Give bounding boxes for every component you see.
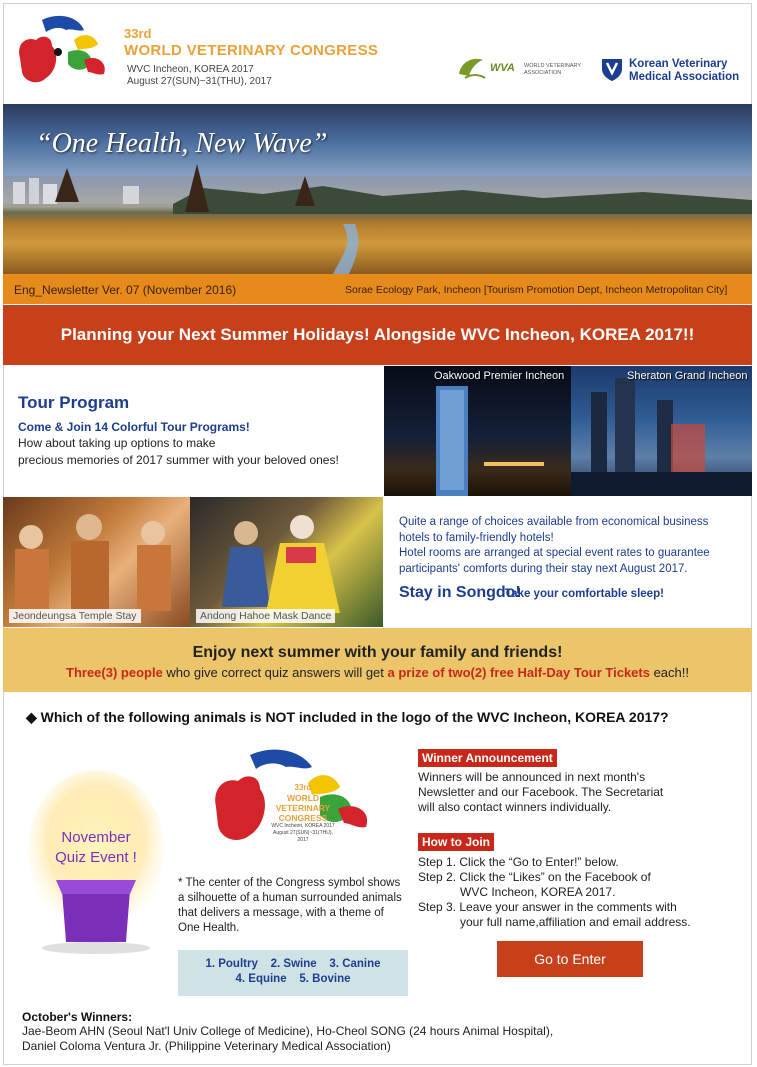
logo-edition: 33rd <box>294 783 312 792</box>
sheraton-photo <box>571 366 752 496</box>
oakwood-photo <box>384 366 571 496</box>
promo-prize: a prize of two(2) free Half-Day Tour Tickets <box>387 665 650 680</box>
hotel-description <box>399 515 749 577</box>
mask-dance-photo <box>190 497 383 627</box>
kvma-line1: Korean Veterinary <box>629 58 728 70</box>
temple-stay-photo <box>3 497 190 627</box>
logo-line-1: WORLD <box>286 793 320 803</box>
how-to-join-tag: How to Join <box>418 833 494 851</box>
mask-dance-label: Andong Hahoe Mask Dance <box>196 609 335 623</box>
congress-logo-text <box>268 783 338 844</box>
october-winners-list <box>22 1024 722 1054</box>
logo-line-2: VETERINARY <box>275 803 331 813</box>
oakwood-label: Oakwood Premier Incheon <box>434 370 565 382</box>
kvma-name <box>629 58 739 84</box>
winner-line-1: Winners will be announced in next month's <box>418 770 646 784</box>
quiz-event-title <box>48 828 144 868</box>
hotel-line-3: Hotel rooms are arranged at special event rates to guarantee <box>399 547 710 559</box>
step-1: Step 1. Click the “Go to Enter!” below. <box>418 855 619 869</box>
kvma-logo-icon <box>600 57 624 83</box>
tour-program-lead: Come & Join 14 Colorful Tour Programs! <box>18 420 250 434</box>
quiz-event-line1: November <box>61 829 131 846</box>
winner-announcement-section <box>418 749 557 767</box>
promo-winners-count: Three(3) people <box>66 665 163 680</box>
congress-logo <box>12 14 112 90</box>
wva-logo-icon <box>455 52 489 84</box>
congress-title: WORLD VETERINARY CONGRESS <box>124 42 379 59</box>
step-3-detail: your full name,affiliation and email address. <box>460 915 691 929</box>
tour-program-text-1: How about taking up options to make <box>18 436 216 450</box>
october-winners-line1: Jae-Beom AHN (Seoul Nat'l Univ College of Medicine), Ho-Cheol SONG (24 hours Animal Hospital), <box>22 1024 554 1038</box>
stay-subheading: Take your comfortable sleep! <box>505 588 664 600</box>
hotel-line-1: Quite a range of choices available from economical business <box>399 516 709 528</box>
logo-line-5: August 27(SUN)~31(THU), 2017 <box>273 830 333 843</box>
promo-text-end: each!! <box>649 665 689 680</box>
go-to-enter-button[interactable]: Go to Enter <box>497 941 643 977</box>
sheraton-towers <box>571 366 752 496</box>
photo-credit: Sorae Ecology Park, Incheon [Tourism Promotion Dept, Incheon Metropolitan City] <box>345 284 728 296</box>
newsletter-version: Eng_Newsletter Ver. 07 (November 2016) <box>14 283 237 297</box>
kvma-line2: Medical Association <box>629 71 740 83</box>
banner-title: Planning your Next Summer Holidays! Alongside WVC Incheon, KOREA 2017!! <box>60 325 695 344</box>
answer-options-line1: 1. Poultry 2. Swine 3. Canine <box>205 958 381 970</box>
promo-text-middle: who give correct quiz answers will get <box>162 665 388 680</box>
answer-options-line2: 4. Equine 5. Bovine <box>235 973 351 985</box>
mask-dancers <box>190 497 383 627</box>
step-2: Step 2. Click the “Likes” on the Facebook of <box>418 870 651 884</box>
winner-announcement-text <box>418 770 718 815</box>
how-to-join-section <box>418 833 494 851</box>
tour-program-text-2: precious memories of 2017 summer with your beloved ones! <box>18 453 339 467</box>
congress-dates: August 27(SUN)~31(THU), 2017 <box>127 76 272 87</box>
winner-announcement-tag: Winner Announcement <box>418 749 557 767</box>
temple-stay-label: Jeondeungsa Temple Stay <box>9 609 141 623</box>
congress-edition: 33rd <box>124 26 152 41</box>
hotel-line-2: hotels to family-friendly hotels! <box>399 531 554 544</box>
stay-heading: Stay in Songdo! <box>399 584 521 601</box>
wva-wordmark: WVA <box>490 62 515 74</box>
logo-line-3: CONGRESS <box>278 813 328 823</box>
quiz-event-line2: Quiz Event ! <box>55 849 137 866</box>
sheraton-label: Sheraton Grand Incheon <box>627 370 748 382</box>
tour-program-heading: Tour Program <box>18 393 130 412</box>
october-winners-line2: Daniel Coloma Ventura Jr. (Philippine Veterinary Medical Association) <box>22 1039 391 1053</box>
quiz-event-graphic <box>26 770 166 960</box>
oakwood-tower <box>384 366 571 496</box>
promo-title: Enjoy next summer with your family and friends! <box>192 644 563 661</box>
hotel-line-4: participants' comforts during their stay next August 2017. <box>399 562 688 575</box>
congress-logo-large <box>210 745 380 855</box>
winner-line-2: Newsletter and our Facebook. The Secretariat <box>418 785 664 799</box>
step-3: Step 3. Leave your answer in the comments with <box>418 900 677 914</box>
winner-line-3: will also contact winners individually. <box>418 800 612 814</box>
symbol-note: * The center of the Congress symbol shows a silhouette of a human surrounded animals that delivers a message, with a theme of One Health. <box>178 877 402 934</box>
congress-location: WVC Incheon, KOREA 2017 <box>127 64 254 75</box>
hero-slogan: “One Health, New Wave” <box>36 128 328 159</box>
temple-monks <box>3 497 190 627</box>
wva-name: WORLD VETERINARY ASSOCIATION <box>524 63 581 76</box>
october-winners-heading: October's Winners: <box>22 1010 133 1024</box>
promo-text <box>3 665 752 680</box>
logo-line-4: WVC Incheon, KOREA 2017 <box>271 823 335 829</box>
how-to-join-steps <box>418 855 738 930</box>
step-2-detail: WVC Incheon, KOREA 2017. <box>460 885 616 899</box>
quiz-question: ◆ Which of the following animals is NOT included in the logo of the WVC Incheon, KOREA 2017? <box>26 709 669 725</box>
